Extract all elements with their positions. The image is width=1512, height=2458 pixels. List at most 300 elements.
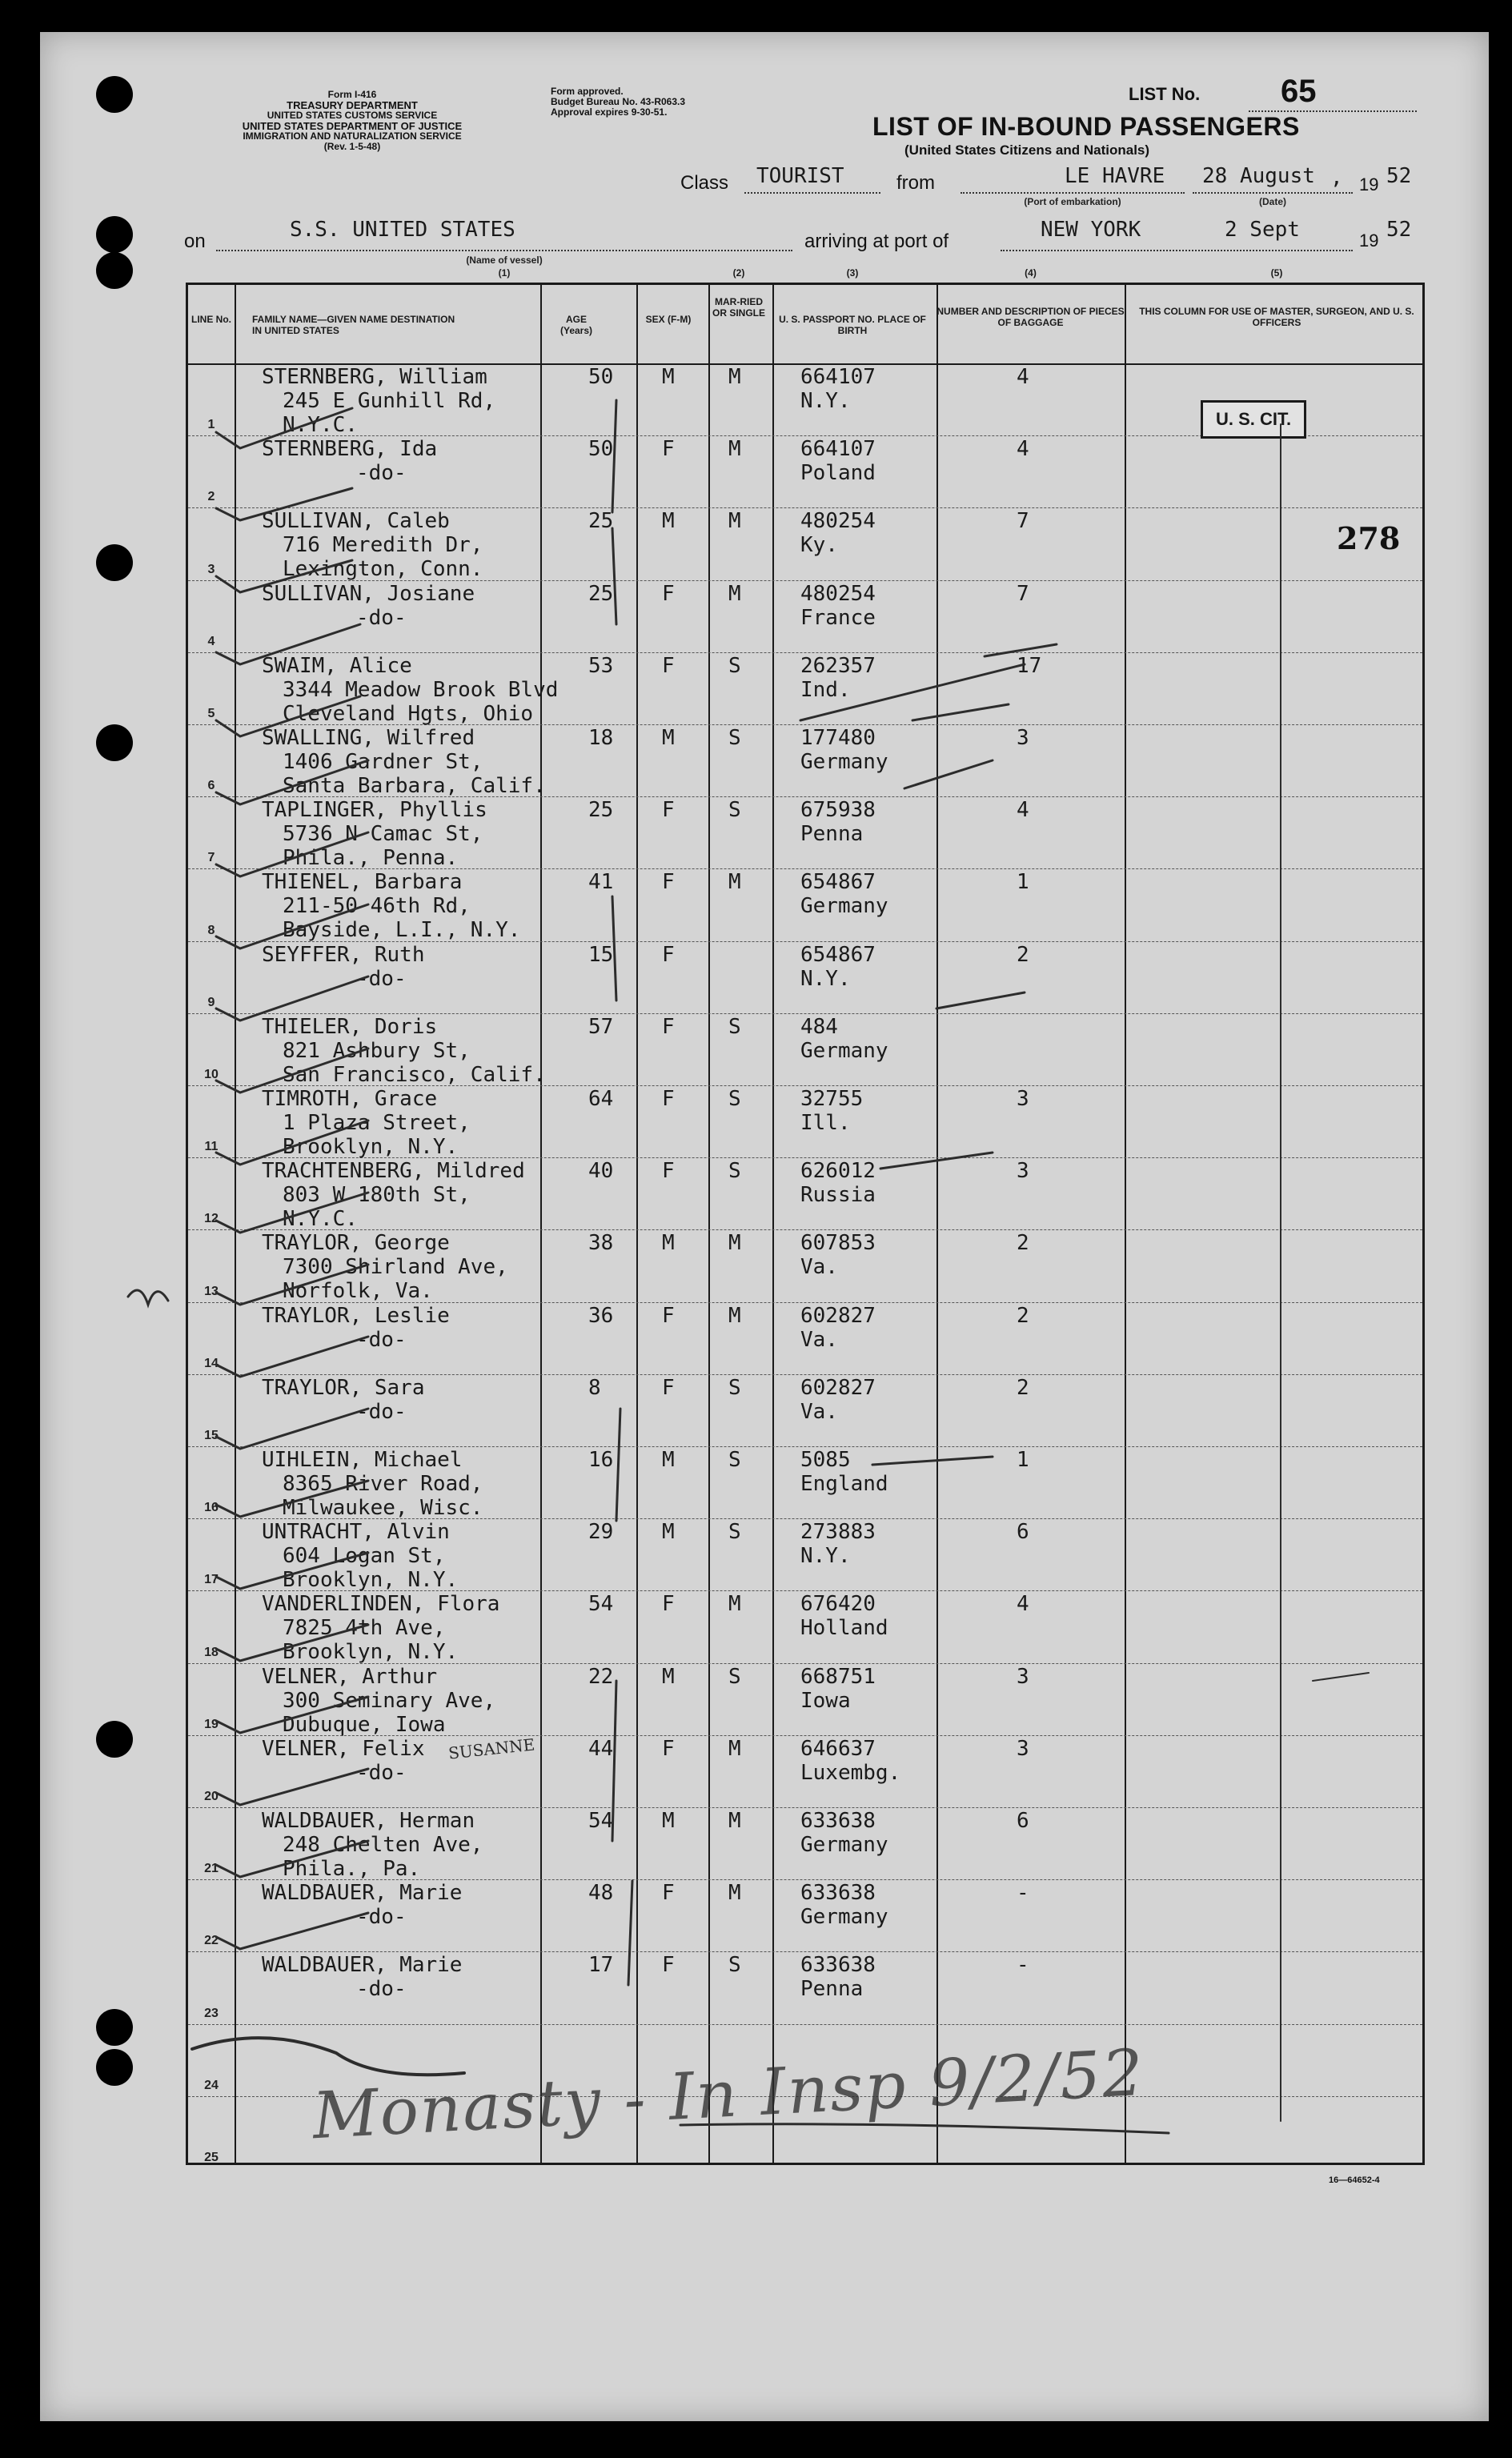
passenger-address-line1: -do- <box>356 605 407 630</box>
passenger-address-line1: 7825 4th Ave, <box>283 1616 446 1641</box>
passenger-baggage-count: - <box>1017 1881 1029 1906</box>
passenger-passport-no: 602827 <box>800 1303 876 1328</box>
passenger-sex: F <box>662 1953 675 1978</box>
passenger-address-line1: 3344 Meadow Brook Blvd <box>283 677 559 702</box>
row-divider <box>188 2024 1422 2025</box>
row-divider <box>188 1807 1422 1808</box>
passenger-age: 54 <box>588 1809 614 1833</box>
passenger-age: 50 <box>588 365 614 389</box>
vessel-value: S.S. UNITED STATES <box>290 218 515 242</box>
passenger-birthplace: Ill. <box>800 1111 851 1135</box>
passenger-age: 18 <box>588 726 614 750</box>
line-number: 1 <box>207 418 215 432</box>
line-number: 7 <box>207 851 215 865</box>
date-value: 28 August <box>1202 164 1315 188</box>
col-num-2: (2) <box>732 267 745 279</box>
passenger-marital-status: S <box>728 1375 741 1400</box>
passenger-age: 40 <box>588 1159 614 1184</box>
passenger-age: 25 <box>588 798 614 823</box>
vessel-underline <box>216 250 792 251</box>
passenger-sex: F <box>662 653 675 678</box>
passenger-birthplace: Penna <box>800 1977 864 2002</box>
class-label: Class <box>680 172 729 194</box>
passenger-sex: F <box>662 1087 675 1111</box>
passenger-marital-status: S <box>728 1664 741 1689</box>
passenger-baggage-count: 1 <box>1017 1448 1029 1472</box>
passenger-sex: F <box>662 581 675 606</box>
passenger-passport-no: 484 <box>800 1014 838 1039</box>
col-age: AGE (Years) <box>559 314 593 336</box>
approval-block <box>551 86 685 118</box>
passenger-passport-no: 177480 <box>800 726 876 750</box>
punch-hole <box>96 544 133 581</box>
passenger-passport-no: 633638 <box>800 1953 876 1978</box>
column-divider <box>936 285 938 2163</box>
passenger-sex: M <box>662 726 675 750</box>
line-number: 3 <box>207 562 215 576</box>
passenger-sex: F <box>662 437 675 462</box>
list-no-label: LIST No. <box>1129 84 1201 104</box>
line-number: 4 <box>207 634 215 648</box>
date-underline <box>1193 192 1353 194</box>
passenger-name: STERNBERG, Ida <box>262 437 438 462</box>
passenger-birthplace: France <box>800 605 876 630</box>
line-number: 16 <box>204 1501 219 1515</box>
passenger-address-line1: 716 Meredith Dr, <box>283 533 483 558</box>
passenger-age: 53 <box>588 653 614 678</box>
passenger-name: TRAYLOR, Leslie <box>262 1303 450 1328</box>
passenger-name: SEYFFER, Ruth <box>262 942 425 967</box>
passenger-address-line2: Dubuque, Iowa <box>283 1712 446 1737</box>
passenger-passport-no: 32755 <box>800 1087 864 1111</box>
column-divider <box>636 285 638 2163</box>
passenger-address-line2: Lexington, Conn. <box>283 557 483 582</box>
passenger-passport-no: 676420 <box>800 1592 876 1617</box>
passenger-passport-no: 668751 <box>800 1664 876 1689</box>
line-number: 10 <box>204 1068 219 1081</box>
line-number: 19 <box>204 1717 219 1731</box>
line-number: 14 <box>204 1356 219 1370</box>
passenger-marital-status: S <box>728 1520 741 1545</box>
passenger-marital-status: M <box>728 1809 741 1833</box>
passenger-birthplace: Germany <box>800 894 888 919</box>
passenger-age: 54 <box>588 1592 614 1617</box>
immigration-label: IMMIGRATION AND NATURALIZATION SERVICE <box>243 130 462 142</box>
passenger-address-line1: 1 Plaza Street, <box>283 1111 471 1135</box>
form-title: LIST OF IN-BOUND PASSENGERS <box>872 112 1300 141</box>
passenger-baggage-count: 7 <box>1017 581 1029 606</box>
passenger-name: WALDBAUER, Herman <box>262 1809 475 1833</box>
passenger-marital-status: S <box>728 653 741 678</box>
passenger-marital-status: M <box>728 1303 741 1328</box>
passenger-baggage-count: 17 <box>1017 653 1042 678</box>
passenger-address-line1: -do- <box>356 1977 407 2002</box>
line-number: 5 <box>207 707 215 720</box>
passenger-address-line2: Santa Barbara, Calif. <box>283 774 546 798</box>
line-number: 23 <box>204 2006 219 2020</box>
row-divider <box>188 1951 1422 1952</box>
passenger-name: WALDBAUER, Marie <box>262 1953 463 1978</box>
passenger-name: TRAYLOR, Sara <box>262 1375 425 1400</box>
line-number: 8 <box>207 923 215 937</box>
passenger-sex: F <box>662 1159 675 1184</box>
passenger-sex: M <box>662 1520 675 1545</box>
passenger-name: THIENEL, Barbara <box>262 870 463 895</box>
passenger-baggage-count: 3 <box>1017 1736 1029 1761</box>
passenger-birthplace: Luxembg. <box>800 1760 901 1785</box>
form-subtitle: (United States Citizens and Nationals) <box>904 142 1150 158</box>
passenger-baggage-count: 3 <box>1017 1664 1029 1689</box>
passenger-sex: F <box>662 798 675 823</box>
passenger-marital-status: S <box>728 798 741 823</box>
passenger-address-line1: 8365 River Road, <box>283 1472 483 1496</box>
passenger-name: WALDBAUER, Marie <box>262 1881 463 1906</box>
revision-label: (Rev. 1-5-48) <box>323 141 381 152</box>
from-underline <box>961 192 1185 194</box>
col-num-5: (5) <box>1270 267 1283 279</box>
line-number: 20 <box>204 1790 219 1803</box>
passenger-address-line2: Cleveland Hgts, Ohio <box>283 701 534 726</box>
treasury-label: TREASURY DEPARTMENT <box>287 99 418 111</box>
column-divider <box>1125 285 1126 2163</box>
col-name: FAMILY NAME—GIVEN NAME DESTINATION IN UNITED STATES <box>252 314 455 336</box>
approval-expires: Approval expires 9-30-51. <box>551 106 668 118</box>
passenger-birthplace: Va. <box>800 1327 838 1352</box>
passenger-birthplace: Russia <box>800 1183 876 1208</box>
passenger-address-line1: 821 Ashbury St, <box>283 1038 471 1063</box>
line-number: 21 <box>204 1862 219 1876</box>
column-divider <box>235 285 236 2163</box>
passenger-passport-no: 654867 <box>800 870 876 895</box>
passenger-marital-status: M <box>728 509 741 534</box>
passenger-age: 25 <box>588 581 614 606</box>
passenger-birthplace: Poland <box>800 461 876 486</box>
arrival-port: NEW YORK <box>1041 218 1141 242</box>
year-value: 52 <box>1386 164 1412 188</box>
justice-label: UNITED STATES DEPARTMENT OF JUSTICE <box>242 120 463 132</box>
passenger-age: 17 <box>588 1953 614 1978</box>
passenger-age: 50 <box>588 437 614 462</box>
column-divider <box>772 285 774 2163</box>
passenger-name: SULLIVAN, Josiane <box>262 581 475 606</box>
passenger-baggage-count: 4 <box>1017 1592 1029 1617</box>
passenger-birthplace: England <box>800 1472 888 1496</box>
passenger-passport-no: 664107 <box>800 365 876 389</box>
passenger-address-line2: Bayside, L.I., N.Y. <box>283 918 521 943</box>
line-number: 13 <box>204 1284 219 1298</box>
row-divider <box>188 1374 1422 1375</box>
punch-hole <box>96 76 133 113</box>
passenger-baggage-count: 2 <box>1017 1375 1029 1400</box>
passenger-name: VELNER, Arthur <box>262 1664 438 1689</box>
passenger-address-line1: 245 E Gunhill Rd, <box>283 389 496 413</box>
passenger-sex: F <box>662 1736 675 1761</box>
passenger-marital-status: S <box>728 1159 741 1184</box>
passenger-birthplace: N.Y. <box>800 966 851 991</box>
passenger-sex: F <box>662 870 675 895</box>
passenger-age: 36 <box>588 1303 614 1328</box>
year-prefix: 19 <box>1359 174 1379 194</box>
passenger-age: 44 <box>588 1736 614 1761</box>
passenger-sex: M <box>662 1448 675 1472</box>
col-line-no: LINE No. <box>191 314 231 325</box>
passenger-marital-status: S <box>728 726 741 750</box>
passenger-passport-no: 626012 <box>800 1159 876 1184</box>
passenger-address-line1: 604 Logan St, <box>283 1544 446 1569</box>
passenger-name: TAPLINGER, Phyllis <box>262 798 487 823</box>
arrival-year-prefix: 19 <box>1359 231 1379 251</box>
passenger-birthplace: Germany <box>800 1833 888 1857</box>
punch-hole <box>96 216 133 253</box>
port-embark-sub: (Port of embarkation) <box>1024 196 1121 207</box>
passenger-marital-status: M <box>728 1592 741 1617</box>
vessel-sub: (Name of vessel) <box>466 255 543 266</box>
passenger-sex: F <box>662 1592 675 1617</box>
footer-code: 16—64652-4 <box>1329 2175 1380 2185</box>
passenger-sex: M <box>662 1809 675 1833</box>
passenger-baggage-count: 7 <box>1017 509 1029 534</box>
passenger-passport-no: 602827 <box>800 1375 876 1400</box>
passenger-name: SULLIVAN, Caleb <box>262 509 450 534</box>
passenger-birthplace: Va. <box>800 1399 838 1424</box>
passenger-birthplace: Penna <box>800 822 864 847</box>
passenger-address-line1: -do- <box>356 1399 407 1424</box>
passenger-birthplace: Holland <box>800 1616 888 1641</box>
passenger-address-line2: Phila., Pa. <box>283 1857 421 1881</box>
passenger-birthplace: N.Y. <box>800 389 851 413</box>
inspector-signature: Monasty - In Insp 9/2/52 <box>311 2035 1147 2154</box>
passenger-baggage-count: 3 <box>1017 726 1029 750</box>
line-number: 9 <box>207 995 215 1009</box>
line-number: 24 <box>204 2078 219 2092</box>
passenger-sex: M <box>662 1664 675 1689</box>
arrival-date: 2 Sept <box>1225 218 1300 242</box>
passenger-marital-status: M <box>728 1231 741 1256</box>
passenger-baggage-count: 3 <box>1017 1087 1029 1111</box>
row-divider <box>188 1229 1422 1230</box>
passenger-address-line2: Brooklyn, N.Y. <box>283 1568 459 1593</box>
passenger-name: VANDERLINDEN, Flora <box>262 1592 500 1617</box>
list-no-value: 65 <box>1281 74 1317 109</box>
punch-hole <box>96 252 133 289</box>
passenger-passport-no: 654867 <box>800 942 876 967</box>
passenger-sex: M <box>662 365 675 389</box>
passenger-baggage-count: 6 <box>1017 1520 1029 1545</box>
col-passport: U. S. PASSPORT NO. PLACE OF BIRTH <box>779 314 926 336</box>
passenger-age: 22 <box>588 1664 614 1689</box>
passenger-address-line1: -do- <box>356 1760 407 1785</box>
passenger-marital-status: S <box>728 1448 741 1472</box>
passenger-baggage-count: 6 <box>1017 1809 1029 1833</box>
passenger-name: SWALLING, Wilfred <box>262 726 475 750</box>
class-underline <box>744 192 880 194</box>
passenger-marital-status: M <box>728 365 741 389</box>
from-value: LE HAVRE <box>1065 164 1165 188</box>
date-sub: (Date) <box>1258 196 1286 207</box>
punch-hole <box>96 2009 133 2046</box>
passenger-marital-status: M <box>728 1736 741 1761</box>
passenger-sex: F <box>662 942 675 967</box>
passenger-address-line2: San Francisco, Calif. <box>283 1062 546 1087</box>
passenger-passport-no: 480254 <box>800 509 876 534</box>
passenger-name: STERNBERG, William <box>262 365 487 389</box>
passenger-address-line1: -do- <box>356 966 407 991</box>
passenger-name: UIHLEIN, Michael <box>262 1448 463 1472</box>
passenger-marital-status: S <box>728 1014 741 1039</box>
passenger-baggage-count: 2 <box>1017 1231 1029 1256</box>
passenger-name: TIMROTH, Grace <box>262 1087 438 1111</box>
passenger-address-line1: 1406 Gardner St, <box>283 750 483 774</box>
line-number: 6 <box>207 779 215 793</box>
punch-hole <box>96 724 133 761</box>
us-citizen-stamp: U. S. CIT. <box>1201 400 1306 439</box>
passenger-address-line2: Brooklyn, N.Y. <box>283 1640 459 1665</box>
handwritten-susanne: SUSANNE <box>447 1734 536 1763</box>
punch-hole <box>96 2049 133 2086</box>
passenger-birthplace: Ind. <box>800 677 851 702</box>
passenger-age: 41 <box>588 870 614 895</box>
passenger-address-line1: -do- <box>356 1905 407 1930</box>
passenger-name: TRACHTENBERG, Mildred <box>262 1159 525 1184</box>
passenger-sex: M <box>662 509 675 534</box>
arrival-underline <box>1001 250 1353 251</box>
passenger-passport-no: 262357 <box>800 653 876 678</box>
passenger-passport-no: 273883 <box>800 1520 876 1545</box>
customs-label: UNITED STATES CUSTOMS SERVICE <box>267 110 438 121</box>
passenger-birthplace: Germany <box>800 1905 888 1930</box>
col-num-3: (3) <box>846 267 859 279</box>
passenger-table <box>186 267 1425 2165</box>
passenger-address-line1: 7300 Shirland Ave, <box>283 1255 508 1280</box>
passenger-baggage-count: 1 <box>1017 870 1029 895</box>
passenger-marital-status: M <box>728 437 741 462</box>
line-number: 11 <box>204 1140 219 1154</box>
passenger-age: 25 <box>588 509 614 534</box>
passenger-sex: M <box>662 1231 675 1256</box>
passenger-address-line1: 211-50 46th Rd, <box>283 894 471 919</box>
passenger-address-line1: 803 W 180th St, <box>283 1183 471 1208</box>
row-divider <box>188 1013 1422 1014</box>
passenger-birthplace: N.Y. <box>800 1544 851 1569</box>
passenger-birthplace: Va. <box>800 1255 838 1280</box>
col-baggage: NUMBER AND DESCRIPTION OF PIECES OF BAGGAGE <box>936 306 1125 328</box>
form-number: Form I-416 <box>327 89 377 100</box>
row-divider <box>188 652 1422 653</box>
passenger-sex: F <box>662 1303 675 1328</box>
passenger-age: 57 <box>588 1014 614 1039</box>
passenger-address-line1: 300 Seminary Ave, <box>283 1688 496 1713</box>
passenger-address-line1: -do- <box>356 461 407 486</box>
passenger-age: 8 <box>588 1375 601 1400</box>
passenger-name: UNTRACHT, Alvin <box>262 1520 450 1545</box>
passenger-marital-status: S <box>728 1953 741 1978</box>
page-number: 278 <box>1337 520 1401 556</box>
date-comma: , <box>1330 166 1343 190</box>
passenger-name: TRAYLOR, George <box>262 1231 450 1256</box>
passenger-passport-no: 664107 <box>800 437 876 462</box>
passenger-address-line2: N.Y.C. <box>283 1207 358 1232</box>
row-divider <box>188 1446 1422 1447</box>
passenger-marital-status: M <box>728 581 741 606</box>
arrival-year: 52 <box>1386 218 1412 242</box>
passenger-passport-no: 480254 <box>800 581 876 606</box>
passenger-baggage-count: - <box>1017 1953 1029 1978</box>
line-number: 17 <box>204 1573 219 1587</box>
line-number: 22 <box>204 1934 219 1948</box>
passenger-address-line1: 5736 N Camac St, <box>283 822 483 847</box>
passenger-birthplace: Germany <box>800 1038 888 1063</box>
line-number: 25 <box>204 2151 219 2164</box>
passenger-baggage-count: 2 <box>1017 1303 1029 1328</box>
from-label: from <box>896 172 935 194</box>
line-number: 12 <box>204 1212 219 1226</box>
passenger-birthplace: Germany <box>800 750 888 774</box>
passenger-baggage-count: 4 <box>1017 365 1029 389</box>
passenger-marital-status: S <box>728 1087 741 1111</box>
col-num-4: (4) <box>1025 267 1037 279</box>
passenger-address-line2: Phila., Penna. <box>283 846 459 871</box>
col-officers: THIS COLUMN FOR USE OF MASTER, SURGEON, AND U. S. OFFICERS <box>1139 306 1414 328</box>
passenger-birthplace: Iowa <box>800 1688 851 1713</box>
column-divider <box>540 285 542 2163</box>
passenger-passport-no: 633638 <box>800 1881 876 1906</box>
passenger-baggage-count: 3 <box>1017 1159 1029 1184</box>
passenger-marital-status: M <box>728 870 741 895</box>
passenger-birthplace: Ky. <box>800 533 838 558</box>
passenger-address-line1: 248 Chelten Ave, <box>283 1833 483 1857</box>
passenger-address-line1: -do- <box>356 1327 407 1352</box>
passenger-baggage-count: 2 <box>1017 942 1029 967</box>
form-approved: Form approved. <box>551 86 624 97</box>
arriving-label: arriving at port of <box>804 231 949 252</box>
passenger-age: 29 <box>588 1520 614 1545</box>
passenger-age: 48 <box>588 1881 614 1906</box>
passenger-marital-status: M <box>728 1881 741 1906</box>
passenger-age: 38 <box>588 1231 614 1256</box>
passenger-age: 16 <box>588 1448 614 1472</box>
passenger-passport-no: 5085 <box>800 1448 851 1472</box>
passenger-sex: F <box>662 1375 675 1400</box>
passenger-sex: F <box>662 1881 675 1906</box>
passenger-passport-no: 633638 <box>800 1809 876 1833</box>
passenger-passport-no: 646637 <box>800 1736 876 1761</box>
form-agency-block <box>184 90 520 152</box>
passenger-baggage-count: 4 <box>1017 798 1029 823</box>
passenger-sex: F <box>662 1014 675 1039</box>
col-married: MAR-RIED OR SINGLE <box>712 296 765 319</box>
class-value: TOURIST <box>756 164 844 188</box>
passenger-address-line2: Brooklyn, N.Y. <box>283 1135 459 1159</box>
passenger-address-line2: Norfolk, Va. <box>283 1279 433 1304</box>
passenger-address-line2: N.Y.C. <box>283 413 358 437</box>
passenger-age: 15 <box>588 942 614 967</box>
line-number: 15 <box>204 1429 219 1442</box>
passenger-passport-no: 607853 <box>800 1231 876 1256</box>
passenger-name: VELNER, Felix <box>262 1736 425 1761</box>
passenger-age: 64 <box>588 1087 614 1111</box>
row-divider <box>188 507 1422 508</box>
budget-bureau: Budget Bureau No. 43-R063.3 <box>551 96 686 107</box>
line-number: 2 <box>207 490 215 504</box>
col-num-1: (1) <box>498 267 511 279</box>
passenger-name: THIELER, Doris <box>262 1014 438 1039</box>
passenger-name: SWAIM, Alice <box>262 653 412 678</box>
passenger-baggage-count: 4 <box>1017 437 1029 462</box>
column-divider <box>708 285 710 2163</box>
passenger-passport-no: 675938 <box>800 798 876 823</box>
line-number: 18 <box>204 1645 219 1659</box>
passenger-address-line2: Milwaukee, Wisc. <box>283 1496 483 1520</box>
